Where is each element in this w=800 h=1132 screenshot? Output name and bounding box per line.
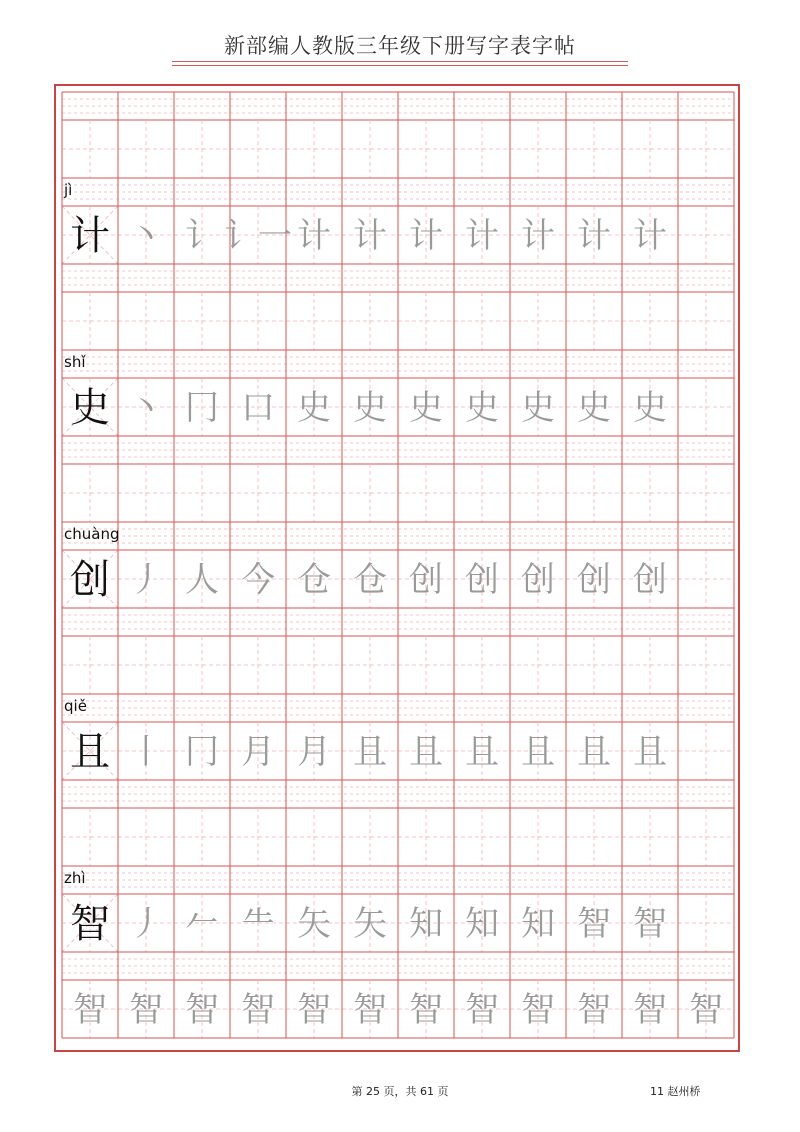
stroke-step-character: 冂 (185, 388, 219, 428)
pinyin-label: jì (64, 181, 73, 199)
stroke-step-character: 𠂉 (185, 904, 219, 944)
stroke-step-character: 且 (577, 732, 611, 772)
stroke-step-character: 讠一 (224, 216, 292, 256)
stroke-step-character: 且 (465, 732, 499, 772)
stroke-step-character: 计 (353, 216, 387, 256)
stroke-step-character: 人 (185, 560, 219, 600)
stroke-step-character: 今 (241, 560, 275, 600)
stroke-step-character: 创 (465, 560, 499, 600)
page-number: 第 25 页，共 61 页 (351, 1085, 449, 1098)
stroke-step-character: 计 (409, 216, 443, 256)
trace-character: 智 (465, 990, 499, 1030)
footer-lesson: 11 赵州桥 (650, 1085, 701, 1098)
pinyin-label: qiě (64, 697, 87, 715)
trace-character: 智 (297, 990, 331, 1030)
model-character: 且 (70, 729, 110, 775)
stroke-step-character: 创 (577, 560, 611, 600)
stroke-step-character: 创 (633, 560, 667, 600)
stroke-step-character: 史 (521, 388, 555, 428)
trace-character: 智 (577, 990, 611, 1030)
stroke-step-character: 计 (577, 216, 611, 256)
stroke-step-character: 计 (465, 216, 499, 256)
trace-character: 智 (129, 990, 163, 1030)
page-title: 新部编人教版三年级下册写字表字帖 (224, 34, 576, 58)
stroke-step-character: 且 (521, 732, 555, 772)
stroke-step-character: 口 (241, 388, 275, 428)
pinyin-label: chuàng (64, 525, 120, 543)
trace-character: 智 (689, 990, 723, 1030)
stroke-step-character: 知 (465, 904, 499, 944)
pinyin-label: shǐ (64, 353, 86, 371)
trace-character: 智 (185, 990, 219, 1030)
model-character: 计 (70, 213, 110, 259)
trace-character: 智 (633, 990, 667, 1030)
stroke-step-character: 知 (409, 904, 443, 944)
stroke-step-character: 仓 (353, 560, 387, 600)
stroke-step-character: 创 (409, 560, 443, 600)
model-character: 史 (70, 385, 110, 431)
trace-character: 智 (241, 990, 275, 1030)
stroke-step-character: 智 (577, 904, 611, 944)
stroke-step-character: 讠 (185, 216, 219, 256)
stroke-step-character: 计 (633, 216, 667, 256)
trace-character: 智 (353, 990, 387, 1030)
stroke-step-character: ⺧ (241, 904, 275, 944)
trace-character: 智 (521, 990, 555, 1030)
stroke-step-character: 史 (465, 388, 499, 428)
stroke-step-character: 丶 (129, 388, 163, 428)
pinyin-label: zhì (64, 869, 86, 887)
stroke-step-character: 智 (633, 904, 667, 944)
stroke-step-character: 丿 (129, 904, 163, 944)
stroke-step-character: 史 (633, 388, 667, 428)
stroke-step-character: 计 (521, 216, 555, 256)
stroke-step-character: 丨 (129, 732, 163, 772)
model-character: 创 (70, 557, 110, 603)
stroke-step-character: 史 (297, 388, 331, 428)
stroke-step-character: 矢 (353, 904, 387, 944)
stroke-step-character: 丿 (129, 560, 163, 600)
stroke-step-character: 且 (353, 732, 387, 772)
stroke-step-character: 且 (633, 732, 667, 772)
stroke-step-character: 史 (577, 388, 611, 428)
stroke-step-character: 创 (521, 560, 555, 600)
stroke-step-character: 计 (297, 216, 331, 256)
stroke-step-character: 史 (409, 388, 443, 428)
stroke-step-character: 仓 (297, 560, 331, 600)
stroke-step-character: 且 (409, 732, 443, 772)
stroke-step-character: 矢 (297, 904, 331, 944)
trace-character: 智 (409, 990, 443, 1030)
stroke-step-character: 史 (353, 388, 387, 428)
stroke-step-character: 冂 (185, 732, 219, 772)
stroke-step-character: 月 (241, 732, 275, 772)
stroke-step-character: 月 (297, 732, 331, 772)
stroke-step-character: 知 (521, 904, 555, 944)
stroke-step-character: 丶 (129, 216, 163, 256)
trace-character: 智 (73, 990, 107, 1030)
model-character: 智 (70, 901, 110, 947)
